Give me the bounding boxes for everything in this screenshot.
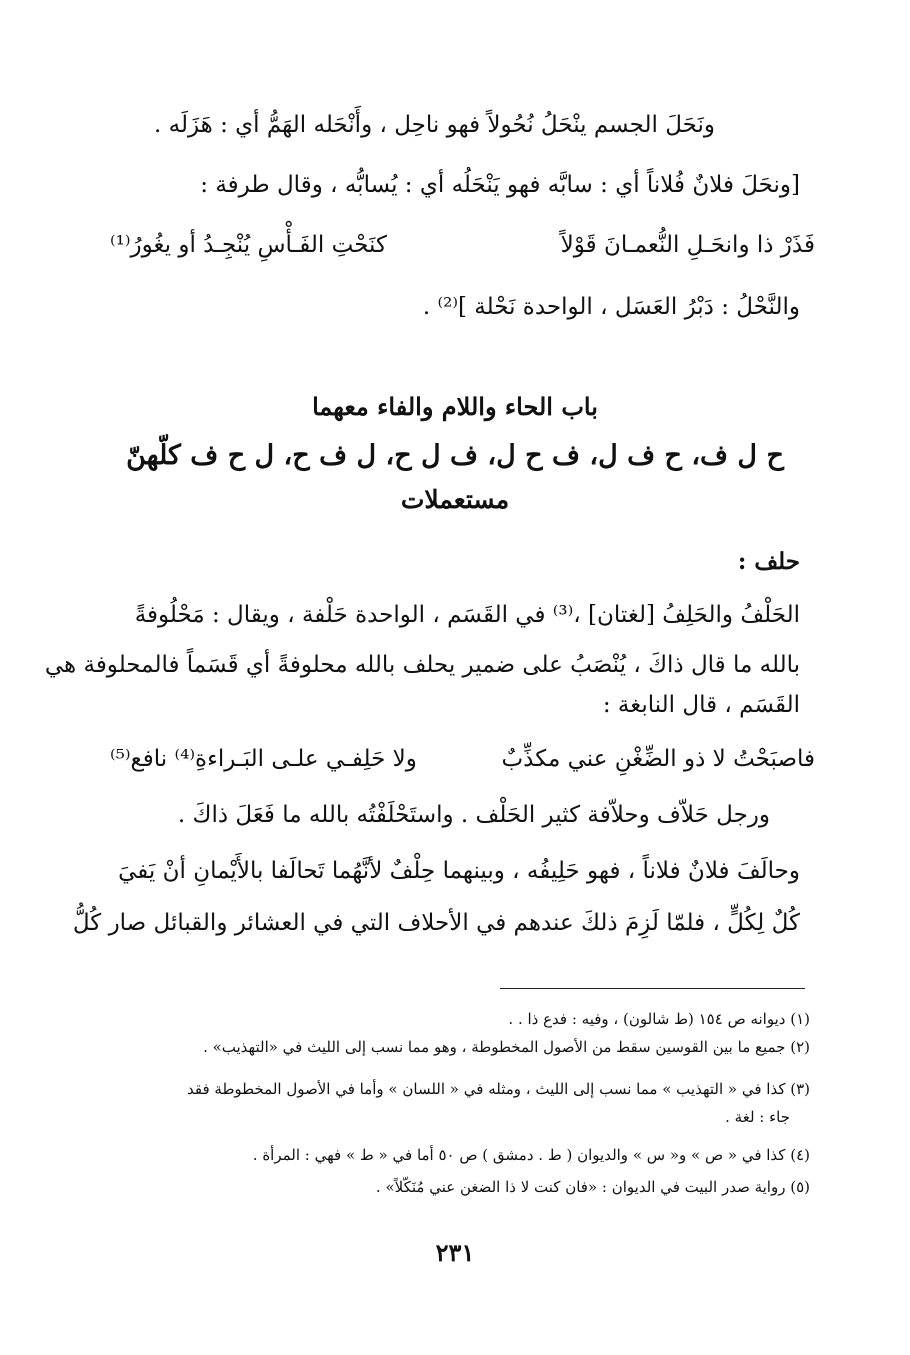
text-line: ونَحَلَ الجسم ينْحَلُ نُحُولاً فهو ناحِل ، وأَنْحَله الهَمُّ أي : هَزَلَه . [154,112,715,138]
text-line: القَسَم ، قال النابغة : [602,692,800,718]
chapter-title: باب الحاء واللام والفاء معهما [312,392,598,421]
page-number: ٢٣١ [435,1238,475,1267]
text-line: وحالَفَ فلانٌ فلاناً ، فهو حَلِيفُه ، وبينهما حِلْفٌ لأنَّهُما تَحالَفا بالأَيْمانِ أنْ يَفيَ [118,858,800,884]
text-line: ورجل حَلاّف وحلاّفة كثير الحَلْف . واستَحْلَفْتُه بالله ما فَعَلَ ذاكَ . [177,802,770,828]
verse-second-hemistich: ولا حَلِفـي علـى البَـراءةِ⁽⁴⁾ نافع⁽⁵⁾ [110,746,417,772]
footnote: (٢) جميع ما بين القوسين سقط من الأصول المخطوطة ، وهو مما نسب إلى الليث في «التهذيب» . [203,1038,810,1056]
text-line: والنَّحْلُ : دَبْرُ العَسَل ، الواحدة نَحْلة ]⁽²⁾ . [422,294,800,320]
text-line: بالله ما قال ذاكَ ، يُنْصَبُ على ضمير يحلف بالله محلوفةً أي قَسَماً فالمحلوفة هي [44,652,800,678]
verse-first-hemistich: فاصبَحْتُ لا ذو الضِّغْنِ عني مكذِّبٌ [501,746,815,772]
verse-line [110,232,815,258]
footnote: (٥) رواية صدر البيت في الديوان : «فان كنت لا ذا الضغن عني مُنَكّلاً» . [375,1178,810,1196]
verse-line [110,746,815,772]
verse-first-hemistich: فَذَرْ ذا وانحَـلِ النُّعمـانَ قَوْلاً [560,232,815,258]
footnote: جاء : لغة . [725,1108,790,1126]
entry-head: حلف : [737,548,800,575]
text-line: كُلٌ لِكُلٍّ ، فلمّا لَزِمَ ذلكَ عندهم في الأحلاف التي في العشائر والقبائل صار كُلُّ [72,910,800,936]
text-line: [ونحَلَ فلانٌ فُلاناً أي : سابَّه فهو يَنْحَلُه أي : يُسابُّه ، وقال طرفة : [200,172,800,198]
footnote-divider [500,988,805,989]
footnote: (٣) كذا في « التهذيب » مما نسب إلى الليث ، ومثله في « اللسان » وأما في الأصول المخطوطة فقد [187,1080,810,1098]
footnote: (٤) كذا في « ص » و« س » والديوان ( ط . دمشق ) ص ٥٠ أما في « ط » فهي : المرأة . [252,1146,810,1164]
chapter-permutations: ح ل ف، ح ف ل، ف ح ل، ف ل ح، ل ف ح، ل ح ف كلّهنّ [126,440,784,471]
text-line: الحَلْفُ والحَلِفُ [لغتان] ،⁽³⁾ في القَسَم ، الواحدة حَلْفة ، ويقال : مَحْلُوفةً [134,602,800,628]
verse-second-hemistich: كنَحْتِ الفَـأْسِ يُنْجِـدُ أو يغُورُ⁽¹⁾ [110,232,387,258]
chapter-status: مستعملات [400,485,510,514]
footnote: (١) ديوانه ص ١٥٤ (ط شالون) ، وفيه : فدع ذا . . [508,1010,810,1028]
